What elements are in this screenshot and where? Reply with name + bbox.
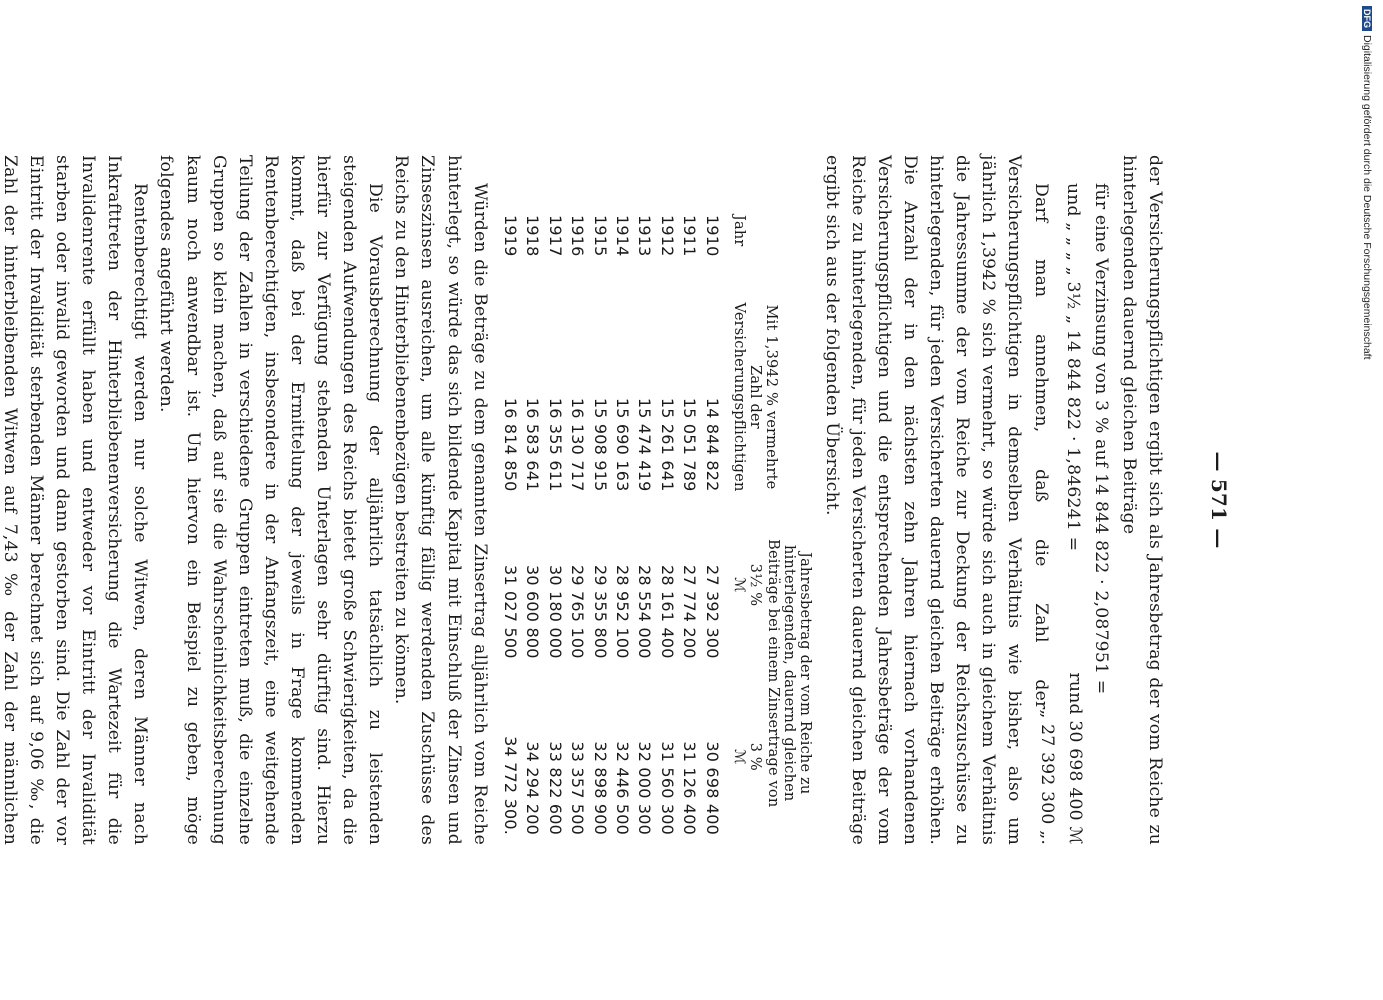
cell-year: 1914 — [613, 215, 633, 257]
cell-insured-count: 14 844 822 — [702, 397, 722, 492]
dfg-logo: DFG — [1362, 6, 1372, 31]
table-row — [543, 169, 565, 845]
table-row — [633, 169, 655, 845]
cell-year: 1917 — [545, 215, 565, 257]
cell-amount-3: 31 126 400 — [680, 741, 700, 835]
cell-amount-3: 32 000 300 — [635, 741, 655, 835]
table-row — [611, 169, 633, 845]
contribution-table — [499, 169, 813, 845]
cell-amount-3: 34 294 200 — [523, 741, 543, 835]
rate-3-5-label: 3½ % — [746, 563, 763, 607]
cell-year: 1918 — [523, 215, 543, 257]
cell-year: 1911 — [680, 215, 700, 257]
formula-3-5-percent-left: und „ „ „ „ 3½ „ 14 844 822 · 1,846241 = — [1062, 183, 1083, 552]
cell-year: 1910 — [702, 215, 722, 257]
cell-amount-3: 32 446 500 — [613, 741, 633, 835]
cell-insured-count: 16 814 850 — [501, 397, 521, 492]
cell-insured-count: 16 130 717 — [568, 397, 588, 492]
formula-3-5-percent-result: „ 27 392 300 „. — [1036, 709, 1057, 845]
cell-amount-3-5: 30 180 000 — [545, 564, 565, 659]
table-row — [655, 169, 677, 845]
cell-amount-3: 32 898 900 — [590, 741, 610, 835]
rate-3-label: 3 % — [746, 742, 763, 771]
cell-amount-3: 31 560 300 — [657, 741, 677, 835]
col-header-insured-count: Mit 1,3942 % vermehrte Zahl der Versicherungspflichtigen — [730, 302, 779, 492]
cell-insured-count: 15 051 789 — [680, 397, 700, 492]
cell-insured-count: 15 261 641 — [657, 397, 677, 492]
cell-year: 1915 — [590, 215, 610, 257]
cell-amount-3-5: 30 600 800 — [523, 564, 543, 659]
cell-amount-3-5: 28 554 000 — [635, 564, 655, 659]
cell-amount-3-5: 28 952 100 — [613, 564, 633, 659]
cell-year: 1919 — [501, 215, 521, 257]
cell-insured-count: 16 583 641 — [523, 397, 543, 492]
digitization-note — [1361, 6, 1373, 360]
cell-year: 1916 — [568, 215, 588, 257]
cell-insured-count: 15 690 163 — [613, 397, 633, 492]
digitization-text: Digitalisierung gefördert durch die Deutsche Forschungsgemeinschaft — [1361, 35, 1373, 360]
paragraph-growth-assumption: Darf man annehmen, daß die Zahl der Versicherungspflichtigen in demselben Verhältnis wie bisher, also um jährlich 1,3942 % sich vermehrt, so würde sich auch in gleichem Verhältnis die Jahressumme der vom Reiche zur Deckung der Reichszuschüsse zu hinterlegenden, für jeden Versicherten dauernd gleichen Beiträge erhöhen. Die Anzahl der in den nächsten zehn Jahren hiernach vorhandenen Versicherungspflichtigen und die entsprechenden Jahresbeträge der vom Reiche zu hinterlegenden, für jeden Versicherten dauernd gleichen Beiträge ergibt sich aus der folgenden Übersicht. — [821, 155, 1051, 845]
cell-amount-3: 34 772 300. — [501, 736, 521, 835]
col-header-year: Jahr — [730, 215, 747, 247]
table-row — [678, 169, 700, 845]
rotated-document-page — [0, 155, 1236, 845]
rate-3-unit: ℳ — [730, 748, 747, 765]
col-header-rate-3 — [723, 669, 763, 845]
cell-insured-count: 15 908 915 — [590, 397, 610, 492]
cell-amount-3: 33 357 500 — [568, 741, 588, 835]
cell-insured-count: 16 355 611 — [545, 397, 565, 492]
cell-amount-3-5: 31 027 500 — [501, 564, 521, 659]
table-row — [588, 169, 610, 845]
paragraph-intro: der Versicherungspflichtigen ergibt sich als Jahresbetrag der vom Reiche zu hinterlegenden dauernd gleichen Beiträge — [1118, 155, 1165, 845]
paragraph-difficulties: Die Vorausberechnung der alljährlich tatsächlich zu leistenden steigenden Aufwendungen des Reichs bietet große Schwierigkeiten, da die hierfür zur Verfügung stehenden Unterlagen sehr dürftig sind. Hierzu kommt, daß bei der Ermittelung der jeweils in Frage kommenden Rentenberechtigten, insbesondere in der Anfangszeit, eine weitgehende Teilung der Zahlen in verschiedene Gruppen eintreten muß, die einzelne Gruppen so klein machen, daß auf sie die Wahrscheinlichkeitsberechnung kaum noch anwendbar ist. Um hiervon ein Beispiel zu geben, möge folgendes angeführt werden. — [156, 155, 386, 845]
col-header-annual-amount: Jahresbetrag der vom Reiche zu hinterlegenden, dauernd gleichen Beiträge bei einem Zinsertrage von — [764, 539, 813, 808]
cell-amount-3-5: 27 392 300 — [702, 564, 722, 659]
table-row — [566, 169, 588, 845]
page-number-header: — 571 — — [1207, 451, 1231, 549]
col-header-rate-3-5 — [723, 501, 763, 668]
table-row — [700, 169, 722, 845]
cell-amount-3: 30 698 400 — [702, 741, 722, 835]
cell-amount-3-5: 29 355 800 — [590, 564, 610, 659]
cell-year: 1912 — [657, 215, 677, 257]
cell-amount-3-5: 29 765 100 — [568, 564, 588, 659]
table-row — [499, 169, 521, 845]
cell-year: 1913 — [635, 215, 655, 257]
cell-amount-3: 33 822 600 — [545, 741, 565, 835]
paragraph-widows: Rentenberechtigt werden nur solche Witwen, deren Männer nach Inkrafttreten der Hinterbliebenenversicherung die Wartezeit für die Invalidenrente erfüllt haben und entweder vor Eintritt der Invalidität starben oder invalid geworden und dann gestorben sind. Die Zahl der vor Eintritt der Invalidität sterbenden Männer berechnet sich auf 9,06 ‰, die Zahl der hinterbleibenden Witwen auf 7,43 ‰ der Zahl der männlichen — [0, 155, 151, 845]
formula-3-percent-result: rund 30 698 400 ℳ — [1064, 672, 1085, 845]
paragraph-capital: Würden die Beträge zu dem genannten Zinsertrag alljährlich vom Reiche hinterlegt, so würde das sich bildende Kapital mit Einschluß der Zinsen und Zinseszinsen ausreichen, um alle künftig fällig werdenden Zuschüsse des Reichs zu den Hinterbliebenenbezügen bestreiten zu können. — [391, 155, 490, 845]
cell-insured-count: 15 474 419 — [635, 397, 655, 492]
formula-3-percent-left: für eine Verzinsung von 3 % auf 14 844 822 · 2,087951 = — [1090, 183, 1111, 695]
rate-3-5-unit: ℳ — [730, 577, 747, 593]
table-body — [499, 169, 723, 845]
table-row — [521, 169, 543, 845]
cell-amount-3-5: 27 774 200 — [680, 564, 700, 659]
cell-amount-3-5: 28 161 400 — [657, 564, 677, 659]
